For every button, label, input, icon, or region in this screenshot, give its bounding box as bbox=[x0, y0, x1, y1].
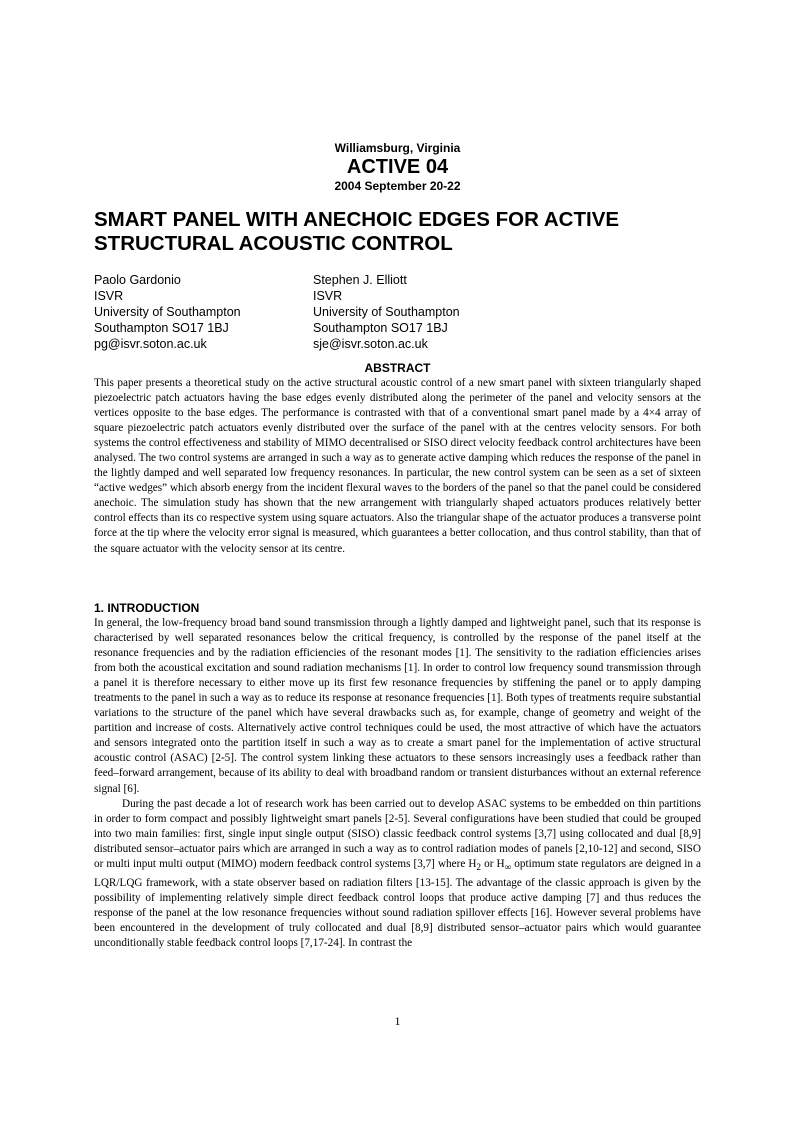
introduction-body bbox=[94, 616, 701, 951]
author-name: Paolo Gardonio bbox=[94, 273, 181, 287]
conference-name: ACTIVE 04 bbox=[346, 156, 449, 178]
paragraph-2-text-b: optimum state regulators are deigned in a LQR/LQG framework, with a state observer based on radiation filters [13-15]. The advantage of the classic approach is given by the possibility of implementing relatively simple direct feedback control loops that produce active damping [7] and thus reduces the response of the panel at the low resonance frequencies without sound radiation spillover effects [16]. However several problems have been encountered in the development of truly collocated and dual [8,9] distributed sensor–actuator pairs which would guarantee unconditionally stable feedback control loops [7,17-24]. In contrast the bbox=[94, 857, 701, 950]
author-university: University of Southampton bbox=[313, 305, 460, 319]
paragraph-2-text-or: or H bbox=[481, 857, 505, 870]
author-block-gardonio bbox=[94, 272, 241, 352]
author-block-elliott bbox=[313, 272, 460, 352]
conference-location: Williamsburg, Virginia bbox=[334, 141, 461, 155]
author-name: Stephen J. Elliott bbox=[313, 273, 407, 287]
introduction-heading: 1. INTRODUCTION bbox=[94, 601, 200, 615]
author-address: Southampton SO17 1BJ bbox=[313, 321, 448, 335]
introduction-paragraph-1: In general, the low-frequency broad band sound transmission through a lightly damped and lightweight panel, such that its response is characterised by well separated resonances below the critical frequency, is controlled by the response of the panel itself at the resonance frequencies and by the radiation efficiencies of the resonant modes [1]. The sensitivity to the radiation efficiencies arises from both the acoustical excitation and sound radiation mechanisms [1]. In order to control low frequency sound transmission through a panel it is therefore necessary to either move up its first few resonance frequencies by stiffening the panel or to apply damping treatments to the panel in such a way as to reduce its response at resonance frequencies [1]. Both types of treatments require substantial variations to the structure of the panel which have several drawbacks such as, for example, change of geometry and weight of the partition and increase of costs. Alternatively active control techniques could be used, the most attractive of which have the actuators and sensors integrated onto the partition itself in such a way as to create a smart panel for the implementation of active structural acoustic control (ASAC) [2-5]. The control system linking these actuators to these sensors increasingly uses a feedback rather than feed–forward arrangement, because of its ability to deal with broadband random or transient disturbances without an external reference signal [6]. bbox=[94, 617, 701, 795]
h-infinity-subscript: ∞ bbox=[504, 862, 512, 873]
abstract-text: This paper presents a theoretical study on the active structural acoustic control of a new smart panel with sixteen triangularly shaped piezoelectric patch actuators having the base edges evenly distributed along the perimeter of the panel and velocity sensors at the vertices opposite to the base edges. The performance is contrasted with that of a conventional smart panel made by a 4×4 array of square piezoelectric patch actuators evenly distributed over the surface of the panel with at the centres velocity sensors. For both systems the control effectiveness and stability of MIMO decentralised or SISO direct velocity feedback control architectures have been analysed. The two control systems are arranged in such a way as to generate active damping which reduces the response of the panel in the lightly damped and well separated low frequency resonances. In particular, the new control system can be seen as a set of sixteen “active wedges” which absorb energy from the incident flexural waves to the borders of the panel so that the panel could be considered anechoic. The simulation study has shown that the new arrangement with triangularly shaped actuators produces relatively better control effects than its co respective system using square actuators. Also the triangular shape of the actuator produces a transverse point force at the tip where the velocity error signal is measured, which guarantees a better collocation, and thus control stability, than that of the square actuator with the velocity sensor at its centre. bbox=[94, 377, 701, 555]
author-email: sje@isvr.soton.ac.uk bbox=[313, 337, 428, 351]
paragraph-2-text-a: During the past decade a lot of research work has been carried out to develop ASAC systems to be embedded on thin partitions in order to form compact and possibly lightweight smart panels [2-5]. Several configurations have been studied that could be grouped into two main families: first, single input single output (SISO) classic feedback control systems [3,7] using collocated and dual [8,9] distributed sensor–actuator pairs which are arranged in such a way as to control radiation modes of panels [2,10-12] and second, SISO or multi input multi output (MIMO) modern feedback control systems [3,7] where H bbox=[94, 797, 701, 870]
h2-subscript: 2 bbox=[476, 862, 482, 873]
author-university: University of Southampton bbox=[94, 305, 241, 319]
introduction-paragraph-2 bbox=[94, 797, 701, 952]
page-number: 1 bbox=[394, 1014, 401, 1028]
paper-title bbox=[94, 208, 701, 256]
abstract-heading: ABSTRACT bbox=[364, 361, 431, 375]
title-line-1: SMART PANEL WITH ANECHOIC EDGES FOR ACTIVE bbox=[94, 208, 620, 231]
author-email: pg@isvr.soton.ac.uk bbox=[94, 337, 207, 351]
author-address: Southampton SO17 1BJ bbox=[94, 321, 229, 335]
conference-date: 2004 September 20-22 bbox=[334, 179, 461, 193]
title-line-2: STRUCTURAL ACOUSTIC CONTROL bbox=[94, 232, 453, 255]
author-institute: ISVR bbox=[94, 289, 124, 303]
author-institute: ISVR bbox=[313, 289, 343, 303]
